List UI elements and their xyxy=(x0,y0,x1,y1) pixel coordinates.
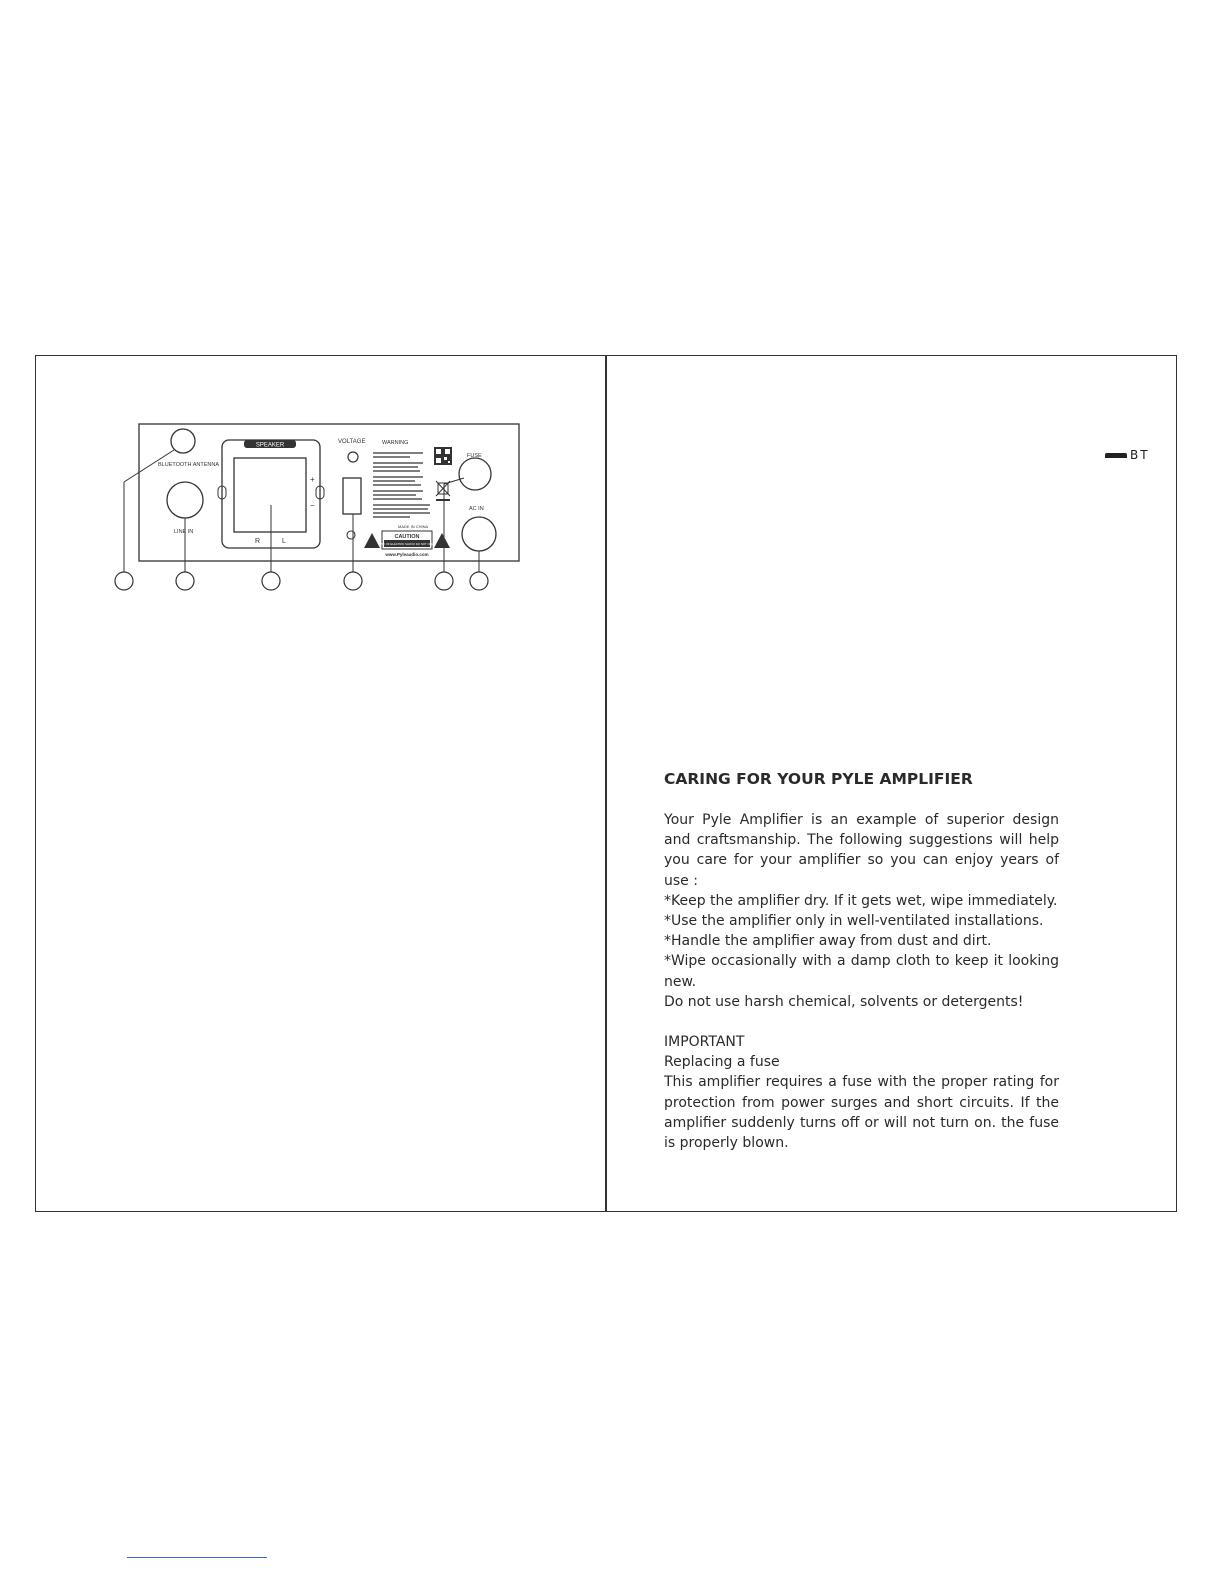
website-label: www.Pyleaudio.com xyxy=(385,552,429,557)
bt-badge-bar xyxy=(1105,453,1127,458)
important-heading: IMPORTANT xyxy=(664,1034,745,1051)
footer-link-underline xyxy=(127,1557,267,1558)
caution-label: CAUTION xyxy=(394,534,420,540)
fuse-heading: Replacing a fuse xyxy=(664,1054,780,1071)
qr-code-icon xyxy=(434,447,452,465)
speaker-plus: + xyxy=(310,475,315,484)
line-in-jack xyxy=(167,482,203,518)
callout-2 xyxy=(176,572,194,590)
callout-5 xyxy=(435,572,453,590)
speaker-r: R xyxy=(255,538,261,545)
speaker-label: SPEAKER xyxy=(255,442,285,449)
caution-sub-label: RISK OF ELECTRIC SHOCK DO NOT OPEN xyxy=(378,542,436,546)
callout-6 xyxy=(470,572,488,590)
rear-panel-outline xyxy=(139,424,519,561)
care-tip-3: *Handle the amplifier away from dust and dirt. xyxy=(664,933,992,950)
callout-1 xyxy=(115,572,133,590)
fuse-label: FUSE xyxy=(467,453,482,459)
line-in-label: LINE IN xyxy=(174,529,194,535)
ac-in-socket xyxy=(462,517,496,551)
speaker-l: L xyxy=(282,538,286,545)
warning-label: WARNING xyxy=(382,440,409,446)
bluetooth-antenna-jack xyxy=(171,429,195,453)
spacer xyxy=(664,1012,1059,1032)
exclamation-warning-icon xyxy=(434,533,450,548)
care-warning: Do not use harsh chemical, solvents or detergents! xyxy=(664,993,1024,1010)
bt-badge-text: BT xyxy=(1130,448,1150,462)
care-section xyxy=(664,770,1059,1153)
voltage-indicator xyxy=(348,452,358,462)
ac-in-label: AC IN xyxy=(469,506,484,512)
callout-3 xyxy=(262,572,280,590)
fuse-text: This amplifier requires a fuse with the proper rating for protection from power surges and short circuits. If the amplifier suddenly turns off or will not turn on. the fuse is properly blown. xyxy=(664,1074,1059,1152)
bluetooth-antenna-label: BLUETOOTH ANTENNA xyxy=(158,462,220,468)
fuse-holder xyxy=(459,458,491,490)
weee-bin-icon xyxy=(436,481,450,500)
voltage-label: VOLTAGE xyxy=(338,439,366,445)
warning-text-lines xyxy=(373,453,430,517)
voltage-switch xyxy=(343,478,361,514)
care-intro: Your Pyle Amplifier is an example of superior design and craftsmanship. The following suggestions will help you care for your amplifier so you can enjoy years of use : xyxy=(664,812,1059,889)
care-tip-2: *Use the amplifier only in well-ventilated installations. xyxy=(664,913,1044,930)
speaker-minus: − xyxy=(310,501,315,510)
made-in-label: MADE IN CHINA xyxy=(398,524,429,529)
bt-badge xyxy=(1105,448,1150,462)
care-tip-1: *Keep the amplifier dry. If it gets wet, wipe immediately. xyxy=(664,892,1058,909)
callout-4 xyxy=(344,572,362,590)
care-title: CARING FOR YOUR PYLE AMPLIFIER xyxy=(664,770,973,788)
care-tip-4: *Wipe occasionally with a damp cloth to keep it looking new. xyxy=(664,953,1059,990)
